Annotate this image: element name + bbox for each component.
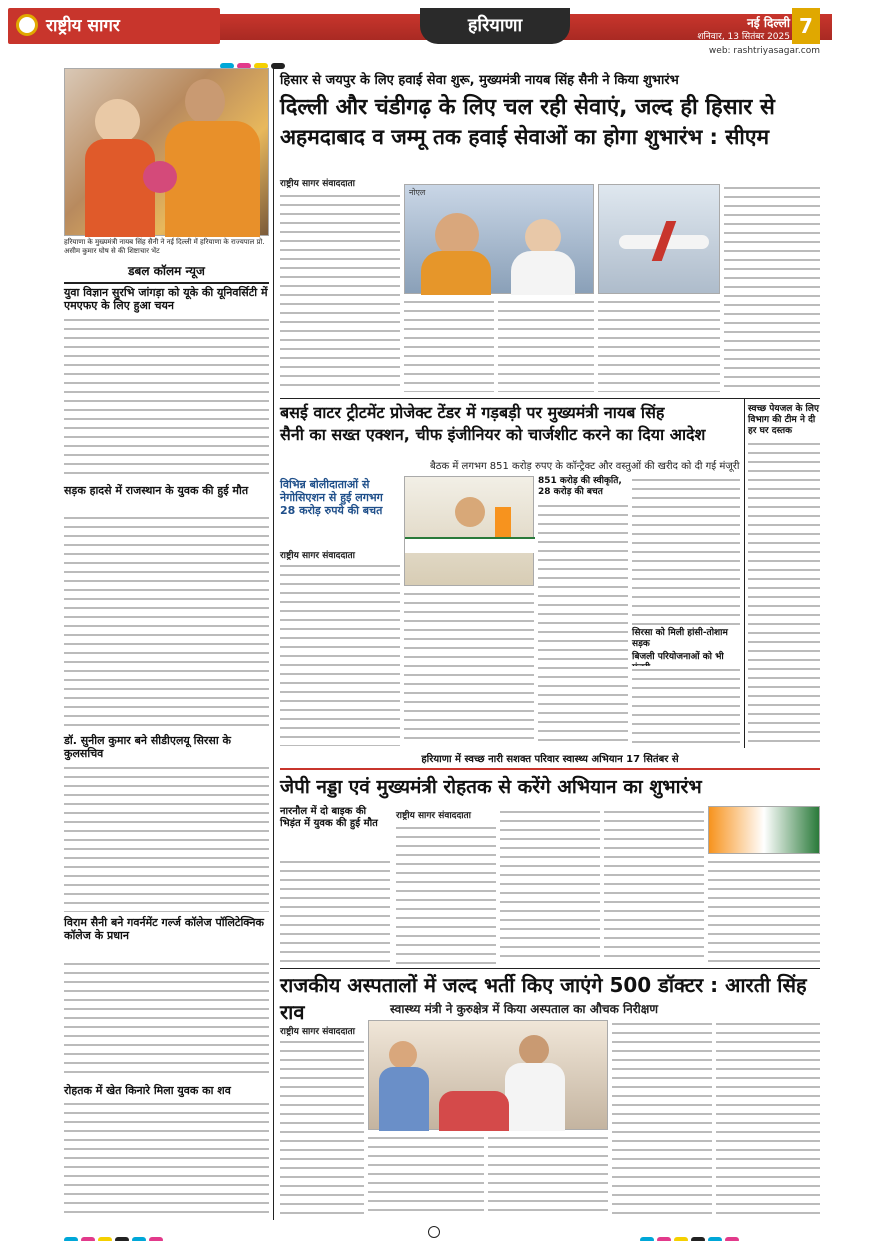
story3-photo xyxy=(708,806,820,854)
story4-photo xyxy=(368,1020,608,1130)
story1-col1 xyxy=(280,192,400,392)
story2-photo xyxy=(404,476,534,586)
news-headline-3: डॉ. सुनील कुमार बने सीडीएलयू सिरसा के कुलसचिव xyxy=(64,734,231,760)
photo-caption: हरियाणा के मुख्यमंत्री नायब सिंह सैनी ने नई दिल्ली में हरियाणा के राज्यपाल प्रो. असीम कुमार घोष से की शिष्टाचार भेंट xyxy=(64,238,265,255)
story2-box-head-2: सिरसा को मिली हांसी-तोशाम सड़क xyxy=(632,628,728,649)
right-story-body xyxy=(748,440,820,746)
divider xyxy=(280,968,820,969)
paper-name: राष्ट्रीय सागर xyxy=(8,8,220,44)
news-headline-5: रोहतक में खेत किनारे मिला युवक का शव xyxy=(64,1084,231,1097)
story1-byline: राष्ट्रीय सागर संवाददाता xyxy=(280,179,356,189)
news-body-5 xyxy=(64,1100,269,1220)
story2-byline: राष्ट्रीय सागर संवाददाता xyxy=(280,551,356,561)
news-body-2 xyxy=(64,514,269,730)
story2-col2 xyxy=(404,590,534,746)
story4-col5 xyxy=(716,1020,820,1218)
news-body-3 xyxy=(64,764,269,912)
registration-dots-bottom-right xyxy=(640,1228,742,1241)
story3-col3 xyxy=(604,808,704,964)
divider xyxy=(744,398,745,748)
paper-logo-icon xyxy=(16,14,38,36)
story1-headline-2: अहमदाबाद व जम्मू तक हवाई सेवाओं का होगा शुभारंभ : सीएम xyxy=(280,125,770,149)
section-title: हरियाणा xyxy=(420,8,570,44)
story1-col5 xyxy=(724,184,820,392)
story1-kicker: हिसार से जयपुर के लिए हवाई सेवा शुरू, मुख्यमंत्री नायब सिंह सैनी ने किया शुभारंभ xyxy=(280,73,679,88)
story1-headline-1: दिल्ली और चंडीगढ़ के लिए चल रही सेवाएं, जल्द ही हिसार से xyxy=(280,95,775,120)
story3-byline: राष्ट्रीय सागर संवाददाता xyxy=(396,811,472,821)
news-body-1 xyxy=(64,316,269,480)
edition-date: शनिवार, 13 सितंबर 2025 xyxy=(697,32,790,42)
divider xyxy=(280,398,820,399)
story2-headline-2: सैनी का सख्त एक्शन, चीफ इंजीनियर को चार्जशीट करने का दिया आदेश xyxy=(280,425,706,444)
aircraft-photo xyxy=(598,184,720,294)
news-headline-2: सड़क हादसे में राजस्थान के युवक की हुई मौत xyxy=(64,484,249,497)
registration-dots-bottom-left xyxy=(64,1228,166,1241)
double-column-news-title: डबल कॉलम न्यूज xyxy=(128,264,205,278)
story3-col4 xyxy=(708,858,820,964)
story1-photo xyxy=(404,184,594,294)
story2-col4 xyxy=(632,476,740,626)
story4-byline: राष्ट्रीय सागर संवाददाता xyxy=(280,1027,356,1037)
story2-headline-1: बसई वाटर ट्रीटमेंट प्रोजेक्ट टेंडर में गड़बड़ी पर मुख्यमंत्री नायब सिंह xyxy=(280,403,665,422)
governor-photo xyxy=(64,68,269,236)
story4-col3 xyxy=(488,1134,608,1218)
story2-subhead: बैठक में लगभग 851 करोड़ रुपए के कॉन्ट्रैक्ट और वस्तुओं की खरीद को दी गई मंजूरी xyxy=(430,461,740,472)
page-number: 7 xyxy=(792,8,820,44)
story1-col4 xyxy=(598,298,720,392)
story4-col4 xyxy=(612,1020,712,1218)
story4-col1 xyxy=(280,1038,364,1218)
divider xyxy=(64,282,269,284)
story3-side-body xyxy=(280,858,390,964)
photo-strip-label: नोएल xyxy=(409,188,426,197)
story3-headline: जेपी नड्डा एवं मुख्यमंत्री रोहतक से करेंगे अभियान का शुभारंभ xyxy=(280,776,702,798)
story2-col3 xyxy=(538,502,628,746)
banner-rule xyxy=(280,768,820,770)
story3-banner: हरियाणा में स्वच्छ नारी सशक्त परिवार स्वास्थ्य अभियान 17 सितंबर से xyxy=(421,754,679,765)
column-rule xyxy=(273,68,274,1220)
story2-box-head: 851 करोड़ की स्वीकृति, 28 करोड़ की बचत xyxy=(538,476,622,497)
story3-col2 xyxy=(500,808,600,964)
story3-col1 xyxy=(396,824,496,964)
story1-col2 xyxy=(404,298,494,392)
story2-col5 xyxy=(632,666,740,746)
story4-col2 xyxy=(368,1134,484,1218)
registration-crosshair-icon xyxy=(428,1226,440,1238)
story2-box-head-3: बिजली परियोजनाओं को भी xyxy=(632,652,724,662)
news-body-4 xyxy=(64,960,269,1080)
story2-side-head: विभिन्न बोलीदाताओं से नेगोसिएशन से हुई लगभग 28 करोड़ रुपये की बचत xyxy=(280,478,383,517)
news-headline-1: युवा विज्ञान सुरभि जांगड़ा को यूके की यूनिवर्सिटी में एमएफए के लिए हुआ चयन xyxy=(64,286,268,312)
news-headline-4: विराम सैनी बने गवर्नमेंट गर्ल्ज कॉलेज पॉलिटेक्निक कॉलेज के प्रधान xyxy=(64,916,264,942)
story3-side-head: नारनौल में दो बाइक की भिड़ंत में युवक की हुई मौत xyxy=(280,806,378,829)
story2-col1 xyxy=(280,562,400,746)
right-story-headline: स्वच्छ पेयजल के लिए विभाग की टीम ने दी हर घर दस्तक xyxy=(748,404,819,436)
edition-city: नई दिल्ली xyxy=(747,16,790,30)
story1-col3 xyxy=(498,298,594,392)
story4-subhead: स्वास्थ्य मंत्री ने कुरुक्षेत्र में किया अस्पताल का औचक निरीक्षण xyxy=(390,1002,659,1016)
website-link[interactable]: web: rashtriyasagar.com xyxy=(708,46,820,56)
story4-headline: राजकीय अस्पतालों में जल्द भर्ती किए जाएंगे 500 डॉक्टर : आरती सिंह राव xyxy=(280,973,807,1024)
